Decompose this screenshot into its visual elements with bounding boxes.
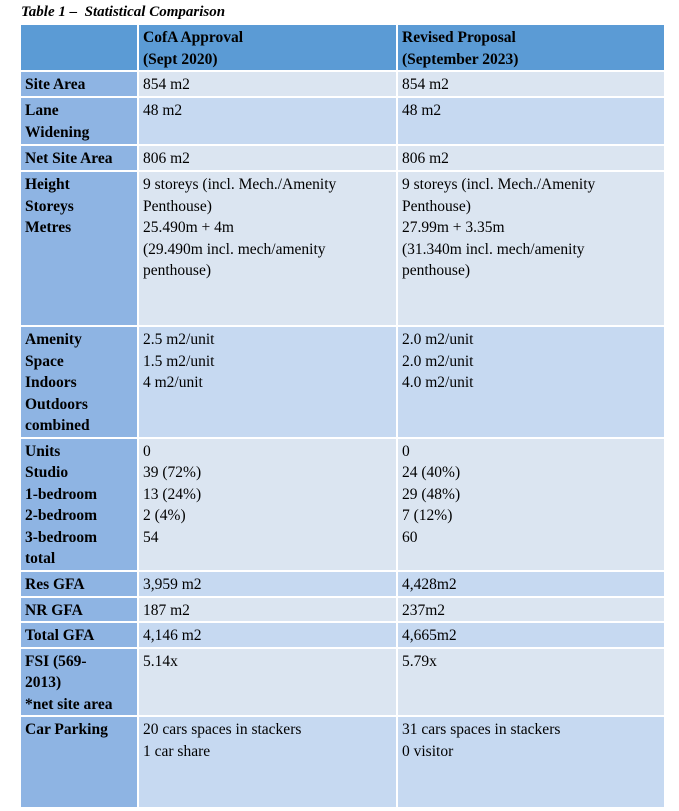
cell-text-line: Units — [25, 442, 61, 460]
cell-text-line: 20 cars spaces in stackers — [143, 721, 302, 738]
cell-text-line: CofA Approval — [143, 29, 244, 46]
cell-text-line: 7 (12%) — [402, 507, 453, 524]
revised-value — [397, 326, 665, 438]
cell-text-line: Net Site Area — [25, 150, 113, 167]
cell-text-line: 4.0 m2/unit — [402, 374, 474, 391]
cell-text-line: penthouse) — [143, 262, 212, 279]
cell-text-line: 854 m2 — [143, 76, 190, 93]
cell-text-line: 1.5 m2/unit — [143, 352, 215, 370]
cell-text-line: 2 (4%) — [143, 507, 186, 524]
cell-text-line: Space — [25, 352, 64, 370]
cofa-value — [138, 171, 397, 326]
cell-text-line: 187 m2 — [143, 601, 190, 619]
revised-value — [397, 622, 665, 648]
cell-text-line: Height — [25, 176, 70, 193]
cell-text-line: 4 m2/unit — [143, 374, 203, 391]
revised-value — [397, 597, 665, 623]
cell-text-line: Indoors — [25, 374, 77, 391]
cell-text-line: Total GFA — [25, 627, 95, 644]
cell-text-line: 3,959 m2 — [143, 575, 202, 593]
cell-text-line: Site Area — [25, 76, 86, 93]
cell-text-line: 2-bedroom — [25, 507, 98, 524]
header-cell-blank — [20, 24, 138, 71]
cell-text-line: 4,665m2 — [402, 627, 457, 644]
cell-text-line: 0 — [402, 442, 410, 460]
cell-text-line: 0 — [143, 442, 151, 460]
row-label — [20, 597, 138, 623]
cell-text-line: Lane — [25, 102, 59, 119]
revised-value — [397, 171, 665, 326]
cell-text-line: 25.490m + 4m — [143, 219, 234, 236]
cell-text-line: combined — [25, 417, 90, 434]
cell-text-line: 0 visitor — [402, 742, 454, 760]
cell-text-line: (29.490m incl. mech/amenity — [143, 240, 326, 258]
row-label — [20, 648, 138, 717]
cofa-value — [138, 622, 397, 648]
cell-text-line: 2013) — [25, 674, 62, 691]
revised-value — [397, 97, 665, 145]
cell-text-line: Car Parking — [25, 721, 108, 738]
cell-text-line: 48 m2 — [402, 102, 442, 119]
cell-text-line: Amenity — [25, 331, 82, 348]
header-cofa-approval — [138, 24, 397, 71]
cell-text-line: Penthouse) — [143, 197, 212, 215]
table-row — [20, 716, 665, 808]
cell-text-line: Studio — [25, 464, 69, 481]
cofa-value — [138, 71, 397, 97]
cell-text-line: 806 m2 — [143, 150, 190, 167]
row-label — [20, 71, 138, 97]
revised-value — [397, 571, 665, 597]
cell-text-line: 806 m2 — [402, 150, 449, 167]
cell-text-line: 2.0 m2/unit — [402, 352, 474, 370]
cell-text-line: Revised Proposal — [402, 29, 516, 46]
table-row — [20, 571, 665, 597]
cell-text-line: 5.79x — [402, 652, 437, 670]
cell-text-line: Outdoors — [25, 395, 88, 413]
table-row — [20, 326, 665, 438]
cell-text-line: 24 (40%) — [402, 464, 461, 481]
cell-text-line: *net site area — [25, 695, 113, 713]
row-label — [20, 145, 138, 171]
cell-text-line: 9 storeys (incl. Mech./Amenity — [143, 176, 337, 193]
revised-value — [397, 71, 665, 97]
cell-text-line: 54 — [143, 528, 159, 546]
cofa-value — [138, 597, 397, 623]
table-row — [20, 648, 665, 717]
cell-text-line: 2.5 m2/unit — [143, 331, 215, 348]
cell-text-line: FSI (569- — [25, 652, 87, 670]
cell-text-line: 2.0 m2/unit — [402, 331, 474, 348]
cofa-value — [138, 716, 397, 808]
cell-text-line: (Sept 2020) — [143, 50, 218, 68]
table-row — [20, 71, 665, 97]
row-label — [20, 438, 138, 571]
cell-text-line: penthouse) — [402, 262, 471, 279]
row-label — [20, 716, 138, 808]
cell-text-line: 237m2 — [402, 601, 446, 619]
row-label — [20, 622, 138, 648]
cell-text-line: Widening — [25, 123, 90, 141]
cell-text-line: 31 cars spaces in stackers — [402, 721, 561, 738]
cell-text-line: 13 (24%) — [143, 485, 202, 503]
cell-text-line: 1-bedroom — [25, 485, 98, 503]
table-row — [20, 597, 665, 623]
cell-text-line: 27.99m + 3.35m — [402, 219, 505, 236]
row-label — [20, 97, 138, 145]
row-label — [20, 326, 138, 438]
table-row — [20, 145, 665, 171]
table-row — [20, 622, 665, 648]
cell-text-line: Res GFA — [25, 575, 85, 593]
statistical-comparison-table — [19, 23, 666, 809]
table-header-row — [20, 24, 665, 71]
cell-text-line: 4,428m2 — [402, 575, 457, 593]
row-label — [20, 571, 138, 597]
cell-text-line: Storeys — [25, 197, 74, 215]
revised-value — [397, 716, 665, 808]
cell-text-line: 1 car share — [143, 742, 211, 760]
cell-text-line: NR GFA — [25, 601, 83, 619]
cell-text-line: 39 (72%) — [143, 464, 202, 481]
table-row — [20, 438, 665, 571]
header-revised-proposal — [397, 24, 665, 71]
table-row — [20, 171, 665, 326]
revised-value — [397, 648, 665, 717]
cofa-value — [138, 438, 397, 571]
cell-text-line: (31.340m incl. mech/amenity — [402, 240, 585, 258]
cell-text-line: 9 storeys (incl. Mech./Amenity — [402, 176, 596, 193]
cofa-value — [138, 648, 397, 717]
table-row — [20, 97, 665, 145]
cell-text-line: 4,146 m2 — [143, 627, 202, 644]
row-label — [20, 171, 138, 326]
table-caption: Table 1 – Statistical Comparison — [21, 4, 226, 20]
revised-value — [397, 438, 665, 571]
cell-text-line: (September 2023) — [402, 50, 519, 68]
cell-text-line: 29 (48%) — [402, 485, 461, 503]
cell-text-line: Penthouse) — [402, 197, 471, 215]
cell-text-line: 3-bedroom — [25, 528, 98, 546]
cofa-value — [138, 326, 397, 438]
cofa-value — [138, 145, 397, 171]
cell-text-line: 60 — [402, 528, 418, 546]
cofa-value — [138, 571, 397, 597]
cell-text-line: 5.14x — [143, 652, 178, 670]
cell-text-line: Metres — [25, 219, 72, 236]
cell-text-line: 854 m2 — [402, 76, 449, 93]
revised-value — [397, 145, 665, 171]
cell-text-line: 48 m2 — [143, 102, 183, 119]
cofa-value — [138, 97, 397, 145]
cell-text-line: total — [25, 550, 56, 567]
